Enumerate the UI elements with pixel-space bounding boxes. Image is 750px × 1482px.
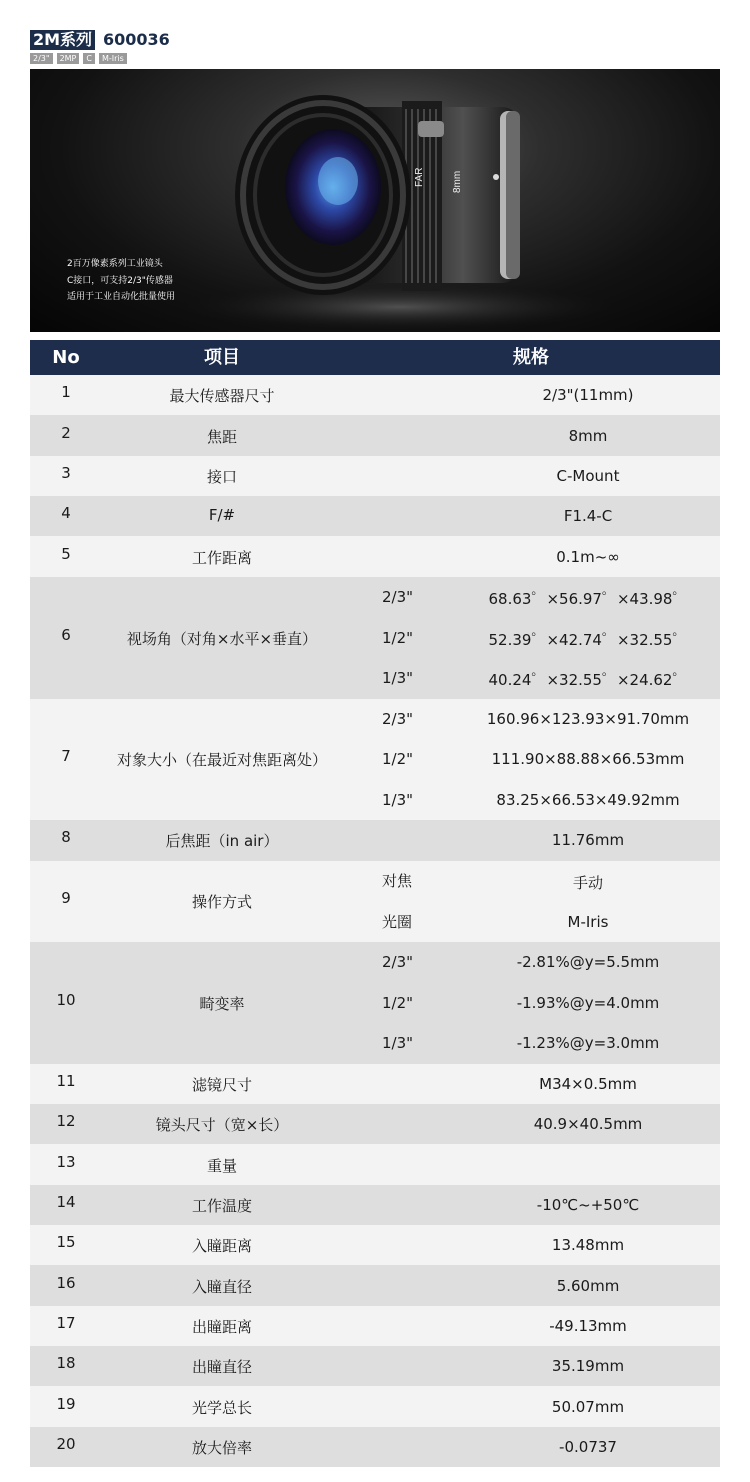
row-value: 40.9×40.5mm bbox=[533, 1115, 643, 1134]
tag-iris: M-Iris bbox=[99, 53, 127, 64]
table-row bbox=[30, 699, 720, 821]
row-number: 2 bbox=[61, 423, 71, 442]
table-row bbox=[30, 1265, 720, 1305]
row-number: 9 bbox=[61, 889, 71, 908]
row-sub-label: 1/3" bbox=[382, 1034, 414, 1053]
spec-table-body bbox=[30, 375, 720, 1467]
row-sub-label: 1/2" bbox=[382, 750, 414, 769]
table-row bbox=[30, 1386, 720, 1426]
row-number: 18 bbox=[56, 1354, 76, 1373]
table-row bbox=[30, 577, 720, 699]
row-number: 4 bbox=[61, 504, 71, 523]
row-number: 10 bbox=[56, 990, 76, 1009]
row-item: 畸变率 bbox=[199, 994, 245, 1013]
row-sub-label: 2/3" bbox=[382, 709, 414, 728]
row-sub-label: 1/3" bbox=[382, 791, 414, 810]
table-row bbox=[30, 1104, 720, 1144]
row-value: 40.24゜×32.55゜×24.62゜ bbox=[488, 671, 688, 690]
row-value: M34×0.5mm bbox=[539, 1074, 637, 1093]
row-value: 手动 bbox=[572, 873, 603, 892]
hero-caption-line-2: C接口，可支持2/3"传感器 bbox=[67, 275, 173, 286]
row-item: 最大传感器尺寸 bbox=[169, 387, 275, 406]
row-number: 6 bbox=[61, 625, 71, 644]
row-item: 工作温度 bbox=[191, 1196, 252, 1215]
row-sub-label: 1/2" bbox=[382, 993, 414, 1012]
row-number: 20 bbox=[56, 1434, 76, 1453]
row-item: 滤镜尺寸 bbox=[191, 1075, 252, 1094]
row-number: 14 bbox=[56, 1192, 76, 1211]
row-value: 160.96×123.93×91.70mm bbox=[486, 709, 690, 728]
row-number: 13 bbox=[56, 1152, 76, 1171]
row-value: -1.23%@y=3.0mm bbox=[516, 1034, 660, 1053]
row-value: 68.63゜×56.97゜×43.98゜ bbox=[488, 590, 688, 609]
row-sub-label: 1/2" bbox=[382, 628, 414, 647]
row-item: 对象大小（在最近对焦距离处） bbox=[116, 751, 327, 770]
row-number: 5 bbox=[61, 544, 71, 563]
table-row bbox=[30, 1185, 720, 1225]
row-item: 镜头尺寸（宽×长） bbox=[155, 1116, 289, 1135]
spec-tags bbox=[30, 53, 131, 65]
row-item: 放大倍率 bbox=[191, 1438, 252, 1457]
row-item: F/# bbox=[208, 506, 236, 525]
row-number: 8 bbox=[61, 828, 71, 847]
row-value: 11.76mm bbox=[551, 831, 625, 850]
row-item: 出瞳距离 bbox=[191, 1317, 252, 1336]
table-row bbox=[30, 1306, 720, 1346]
row-value: 0.1m~∞ bbox=[556, 547, 620, 566]
row-value: 35.19mm bbox=[551, 1357, 625, 1376]
row-value: F1.4-C bbox=[563, 507, 613, 526]
table-row bbox=[30, 820, 720, 860]
row-number: 7 bbox=[61, 747, 71, 766]
row-item: 视场角（对角×水平×垂直） bbox=[126, 629, 318, 648]
row-item: 入瞳距离 bbox=[191, 1237, 252, 1256]
row-number: 12 bbox=[56, 1112, 76, 1131]
row-sub-label: 2/3" bbox=[382, 953, 414, 972]
hero-caption bbox=[67, 256, 175, 306]
row-sub-label: 1/3" bbox=[382, 669, 414, 688]
row-number: 17 bbox=[56, 1313, 76, 1332]
row-value: -2.81%@y=5.5mm bbox=[516, 953, 660, 972]
row-number: 1 bbox=[61, 383, 71, 402]
row-value: 50.07mm bbox=[551, 1397, 625, 1416]
table-row bbox=[30, 415, 720, 455]
lens-far-marking: FAR bbox=[414, 167, 425, 187]
model-code: 600036 bbox=[103, 30, 170, 49]
table-row bbox=[30, 1427, 720, 1467]
row-item: 工作距离 bbox=[191, 548, 252, 567]
table-row bbox=[30, 456, 720, 496]
row-number: 3 bbox=[61, 463, 71, 482]
row-item: 焦距 bbox=[206, 427, 237, 446]
spec-table-header bbox=[30, 340, 720, 375]
row-value: 13.48mm bbox=[551, 1236, 625, 1255]
table-row bbox=[30, 496, 720, 536]
product-hero-image bbox=[30, 69, 720, 332]
row-value: C-Mount bbox=[556, 466, 620, 485]
row-value: 8mm bbox=[568, 426, 608, 445]
row-item: 光学总长 bbox=[191, 1398, 252, 1417]
row-number: 11 bbox=[56, 1071, 76, 1090]
table-row bbox=[30, 1144, 720, 1184]
row-sub-label: 2/3" bbox=[382, 588, 414, 607]
row-item: 接口 bbox=[206, 467, 237, 486]
row-item: 重量 bbox=[206, 1156, 237, 1175]
row-value: 2/3"(11mm) bbox=[542, 386, 634, 405]
tag-sensor: 2/3" bbox=[30, 53, 53, 64]
row-item: 后焦距（in air） bbox=[165, 832, 279, 851]
row-sub-label: 光圈 bbox=[382, 912, 413, 931]
tag-resolution: 2MP bbox=[57, 53, 80, 64]
row-value: 111.90×88.88×66.53mm bbox=[491, 750, 685, 769]
table-row bbox=[30, 536, 720, 576]
table-row bbox=[30, 861, 720, 942]
lens-focal-marking: 8mm bbox=[452, 170, 463, 193]
table-row bbox=[30, 1346, 720, 1386]
row-number: 19 bbox=[56, 1394, 76, 1413]
row-sub-label: 对焦 bbox=[382, 871, 413, 890]
row-value: 52.39゜×42.74゜×32.55゜ bbox=[488, 630, 688, 649]
row-value: M-Iris bbox=[567, 912, 609, 931]
spec-table bbox=[30, 340, 720, 1467]
tag-mount: C bbox=[83, 53, 95, 64]
hero-caption-line-3: 适用于工业自动化批量使用 bbox=[67, 292, 176, 302]
header-item: 项目 bbox=[204, 347, 240, 368]
series-badge: 2M系列 bbox=[30, 30, 95, 50]
table-row bbox=[30, 1064, 720, 1104]
row-value: -49.13mm bbox=[549, 1316, 627, 1335]
row-number: 15 bbox=[56, 1233, 76, 1252]
table-row bbox=[30, 375, 720, 415]
table-row bbox=[30, 942, 720, 1064]
header-no: No bbox=[52, 347, 80, 368]
table-row bbox=[30, 1225, 720, 1265]
row-item: 出瞳直径 bbox=[191, 1358, 252, 1377]
row-value: 5.60mm bbox=[556, 1276, 620, 1295]
header-spec: 规格 bbox=[513, 347, 549, 368]
row-value: -0.0737 bbox=[559, 1437, 617, 1456]
row-number: 16 bbox=[56, 1273, 76, 1292]
row-item: 操作方式 bbox=[191, 893, 252, 912]
row-value: 83.25×66.53×49.92mm bbox=[496, 791, 680, 810]
row-item: 入瞳直径 bbox=[191, 1277, 252, 1296]
row-value: -1.93%@y=4.0mm bbox=[516, 993, 660, 1012]
row-value: -10℃~+50℃ bbox=[536, 1195, 640, 1214]
hero-caption-line-1: 2百万像素系列工业镜头 bbox=[67, 259, 163, 269]
